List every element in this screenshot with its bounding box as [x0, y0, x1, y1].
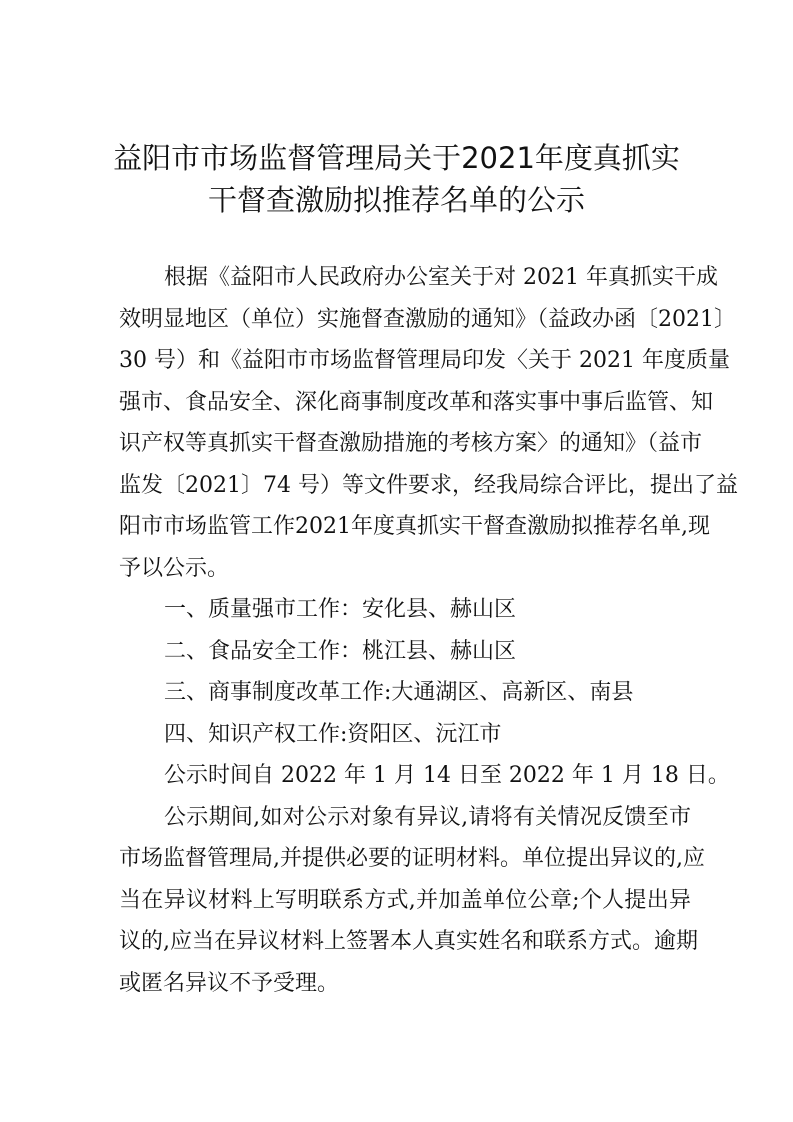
text-line: 效明显地区（单位）实施督查激励的通知》（益政办函〔2021〕 [119, 306, 736, 332]
text-line: 监发〔2021〕74 号）等文件要求，经我局综合评比，提出了益 [119, 472, 738, 498]
intro-paragraph [119, 257, 738, 589]
text-line: 当在异议材料上写明联系方式,并加盖单位公章;个人提出异 [119, 887, 691, 913]
list-item: 四、知识产权工作:资阳区、沅江市 [164, 721, 502, 747]
list-item: 二、食品安全工作：桃江县、赫山区 [164, 638, 517, 664]
document-body [119, 257, 738, 1004]
text-line: 议的,应当在异议材料上签署本人真实姓名和联系方式。逾期 [119, 929, 698, 954]
list-item: 三、商事制度改革工作:大通湖区、高新区、南县 [164, 680, 634, 705]
text-line: 或匿名异议不予受理。 [119, 970, 340, 996]
text-line: 阳市市场监管工作2021年度真抓实干督查激励拟推荐名单,现 [119, 514, 710, 539]
list-item: 一、质量强市工作：安化县、赫山区 [164, 597, 517, 622]
title-line: 益阳市市场监督管理局关于2021年度真抓实 [113, 141, 680, 175]
title-line: 干督查激励拟推荐名单的公示 [207, 183, 585, 217]
text-line: 市场监督管理局,并提供必要的证明材料。单位提出异议的,应 [119, 846, 705, 871]
document-title [0, 137, 793, 221]
objection-paragraph [119, 797, 705, 1005]
text-line: 根据《益阳市人民政府办公室关于对 2021 年真抓实干成 [164, 265, 718, 290]
text-line: 予以公示。 [119, 555, 230, 581]
recommendation-list [119, 589, 691, 755]
text-line: 30 号）和《益阳市市场监督管理局印发〈关于 2021 年度质量 [119, 348, 730, 373]
publicity-period: 公示时间自 2022 年 1 月 14 日至 2022 年 1 月 18 日。 [164, 763, 730, 788]
text-line: 识产权等真抓实干督查激励措施的考核方案〉的通知》（益市 [119, 431, 703, 456]
text-line: 强市、食品安全、深化商事制度改革和落实事中事后监管、知 [119, 389, 714, 415]
text-line: 公示期间,如对公示对象有异议,请将有关情况反馈至市 [164, 804, 691, 830]
